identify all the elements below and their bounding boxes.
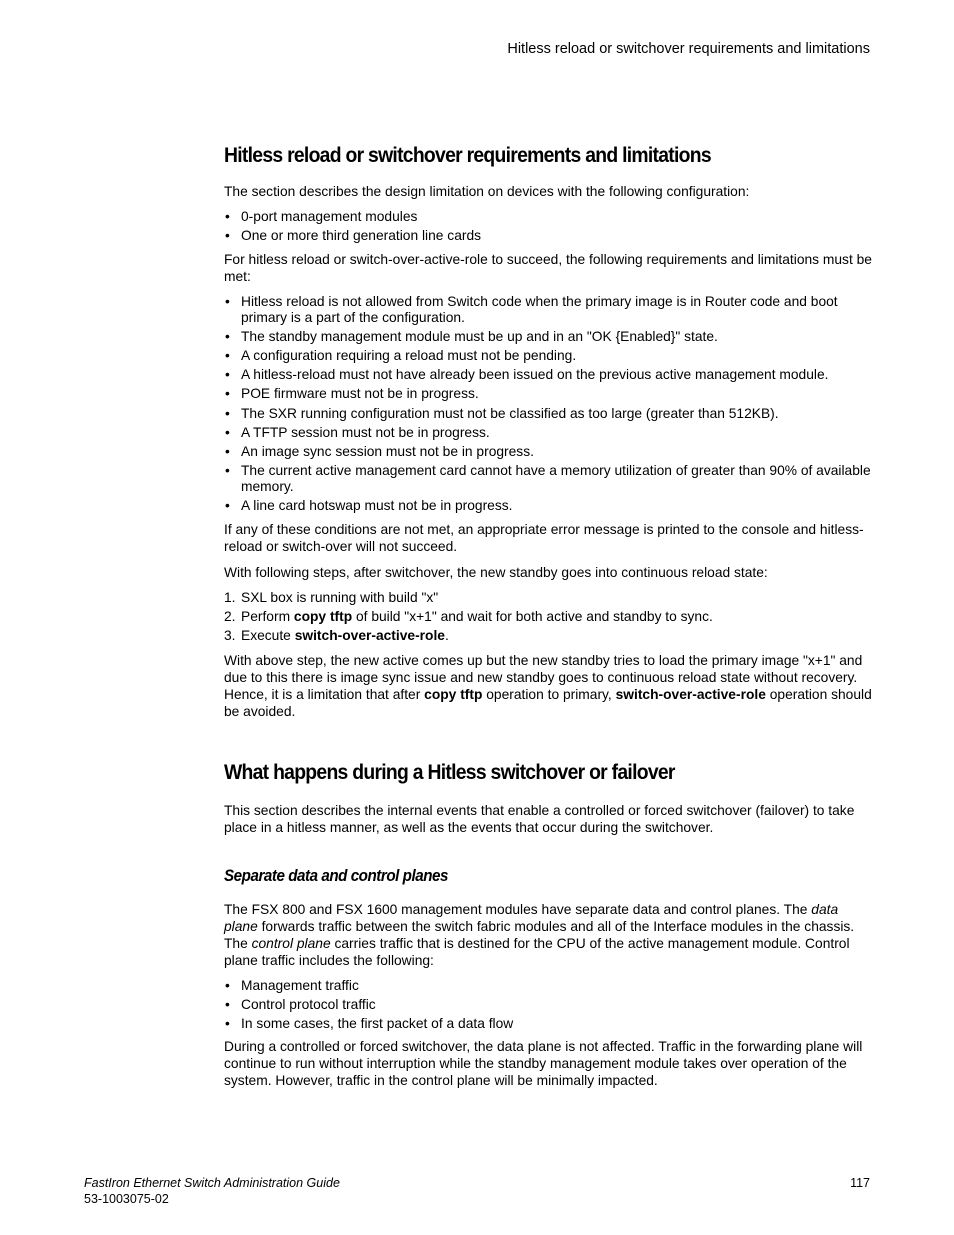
list-item: • 0-port management modules [224,209,872,226]
subsection-title: Separate data and control planes [224,866,449,885]
list-item: • POE firmware must not be in progress. [224,386,872,403]
command-text: switch-over-active-role [615,686,766,702]
step-text: Execute [241,628,295,644]
text-span: operation should be avoided. [224,686,872,719]
list-item: • The SXR running configuration must not be classified as too large (greater than 512KB). [224,406,872,423]
command-text: copy tftp [424,686,483,702]
text-span: forwards traffic between the switch fabric modules and all of the Interface modules in the chassis. The [224,918,855,951]
list-item: • A line card hotswap must not be in progress. [224,498,872,515]
list-item: • A hitless-reload must not have already been issued on the previous active management module. [224,367,872,384]
section-intro: The section describes the design limitation on devices with the following configuration: [224,184,750,199]
text-span: The FSX 800 and FSX 1600 management modules have separate data and control planes. The [224,901,812,917]
list-item: • A TFTP session must not be in progress. [224,425,872,442]
steps-list [224,590,872,645]
step-text: . [444,628,449,644]
steps-intro: With following steps, after switchover, the new standby goes into continuous reload state: [224,564,768,580]
list-item: • An image sync session must not be in progress. [224,444,872,461]
section-intro: This section describes the internal events that enable a controlled or forced switchover (failover) to take place in a hitless manner, as well as the events that occur during the switchover. [224,802,855,835]
requirements-list [224,294,872,515]
text-span: operation to primary, [482,686,616,702]
list-item: • One or more third generation line cards [224,228,872,245]
command-text: copy tftp [293,609,353,625]
text-span: With above step, the new active comes up but the new standby tries to load the primary image "x+1" and due to this there is image sync issue and new standby goes to continuous reload state without recovery. Hence, it is a limitation that after [224,652,863,702]
section-title-requirements: Hitless reload or switchover requirements and limitations [224,143,711,167]
document-number: 53-1003075-02 [84,1192,169,1206]
command-text: switch-over-active-role [294,628,445,644]
list-item: • Hitless reload is not allowed from Switch code when the primary image is in Router code and boot primary is a part of the configuration. [224,294,872,327]
list-item: • The standby management module must be up and in an "OK {Enabled}" state. [224,329,872,346]
list-item: • Control protocol traffic [224,997,872,1014]
closing-paragraph [224,652,872,720]
list-item: • In some cases, the first packet of a data flow [224,1016,872,1033]
step-number: 3. [224,628,236,644]
page-content [224,141,872,1089]
planes-paragraph [224,901,872,969]
guide-title: FastIron Ethernet Switch Administration Guide [84,1176,340,1190]
text-span: carries traffic that is destined for the CPU of the active management module. Control plane traffic includes the following: [224,935,850,968]
step-item [224,590,872,607]
emphasis-text: data plane [224,901,839,934]
list-item: • The current active management card cannot have a memory utilization of greater than 90% of available memory. [224,463,872,496]
step-item [224,609,872,626]
emphasis-text: control plane [251,935,331,951]
footer-left [84,1175,340,1207]
config-list [224,209,872,245]
requirements-intro: For hitless reload or switch-over-active-role to succeed, the following requirements and limitations must be met: [224,251,872,284]
step-text: SXL box is running with build "x" [241,589,439,605]
switchover-paragraph: During a controlled or forced switchover, the data plane is not affected. Traffic in the forwarding plane will continue to run without interruption while the standby management module takes over operation of the system. However, traffic in the control plane will be minimally impacted. [224,1039,863,1089]
traffic-list [224,978,872,1033]
step-text: Perform [241,609,294,625]
error-note: If any of these conditions are not met, an appropriate error message is printed to the console and hitless-reload or switch-over will not succeed. [224,521,864,554]
section-title-hitless-switchover: What happens during a Hitless switchover or failover [224,759,675,784]
step-number: 2. [224,609,236,625]
step-item [224,628,872,645]
running-header: Hitless reload or switchover requirements and limitations [507,41,870,57]
step-number: 1. [224,589,236,605]
page-number: 117 [850,1176,870,1190]
step-text: of build "x+1" and wait for both active and standby to sync. [352,609,713,625]
list-item: • A configuration requiring a reload must not be pending. [224,348,872,365]
list-item: • Management traffic [224,978,872,995]
